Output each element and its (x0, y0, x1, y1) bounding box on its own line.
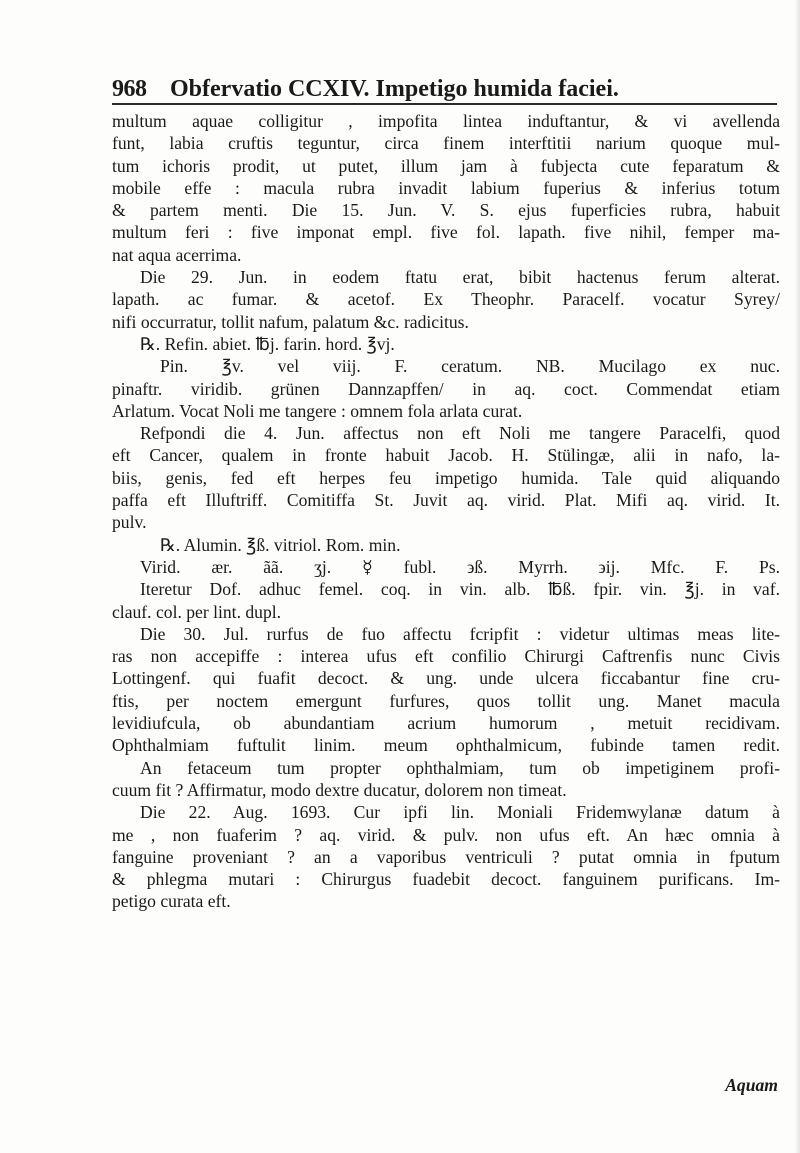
text-line: mobile effe : macula rubra invadit labium fuperius & inferius totum (112, 177, 780, 198)
text-line: levidiufcula, ob abundantiam acrium humorum , metuit recidivam. (112, 713, 780, 734)
text-line: tum ichoris prodit, ut putet, illum jam à fubjecta cute feparatum & (112, 155, 780, 176)
header-rule (112, 103, 777, 105)
text-line: lapath. ac fumar. & acetof. Ex Theophr. Paracelf. vocatur Syrey/ (112, 289, 780, 310)
page-edge (794, 0, 800, 1153)
page-number: 968 (112, 76, 147, 102)
text-line: & partem menti. Die 15. Jun. V. S. ejus fuperficies rubra, habuit (112, 200, 780, 221)
text-line: pinaftr. viridib. grünen Dannzapffen/ in aq. coct. Commendat etiam (112, 378, 780, 399)
text-line: ℞. Alumin. ℥ß. vitriol. Rom. min. (160, 534, 401, 555)
text-line: pulv. (112, 512, 147, 533)
text-line: Die 22. Aug. 1693. Cur ipfi lin. Moniali Fridemwylanæ datum à (140, 802, 780, 823)
text-line: Arlatum. Vocat Noli me tangere : omnem fola arlata curat. (112, 400, 523, 421)
text-line: me , non fuaferim ? aq. virid. & pulv. non ufus eft. An hæc omnia à (112, 824, 780, 845)
text-line: ℞. Refin. abiet. ℔j. farin. hord. ℥vj. (140, 333, 395, 354)
text-line: ras non accepiffe : interea ufus eft confilio Chirurgi Caftrenfis nunc Civis (112, 646, 780, 667)
text-line: & phlegma mutari : Chirurgus fuadebit decoct. fanguinem purificans. Im- (112, 869, 780, 890)
running-head: Obfervatio CCXIV. Impetigo humida faciei. (170, 76, 619, 102)
text-line: paffa eft Illuftriff. Comitiffa St. Juvit aq. virid. Plat. Mifi aq. virid. It. (112, 490, 780, 511)
catchword: Aquam (725, 1075, 778, 1095)
text-line: Refpondi die 4. Jun. affectus non eft Noli me tangere Paracelfi, quod (140, 423, 780, 444)
text-line: eft Cancer, qualem in fronte habuit Jacob. H. Stülingæ, alii in nafo, la- (112, 445, 780, 466)
body-text (112, 110, 780, 913)
text-line: Pin. ℥v. vel viij. F. ceratum. NB. Mucilago ex nuc. (160, 356, 780, 377)
text-line: ftis, per noctem emergunt furfures, quos tollit ung. Manet macula (112, 690, 780, 711)
text-line: Virid. ær. ãã. ʒj. ☿ fubl. ϶ß. Myrrh. ϶ij. Mfc. F. Ps. (140, 556, 780, 577)
text-line: Die 30. Jul. rurfus de fuo affectu fcripfit : videtur ultimas meas lite- (140, 623, 780, 644)
text-line: multum feri : five imponat empl. five fol. lapath. five nihil, femper ma- (112, 222, 780, 243)
text-line: petigo curata eft. (112, 891, 231, 912)
text-line: multum aquae colligitur , impofita lintea induftantur, & vi avellenda (112, 111, 780, 131)
text-line: nifi occurratur, tollit nafum, palatum &c. radicitus. (112, 311, 469, 332)
text-line: funt, labia cruftis teguntur, circa finem interftitii narium quoque mul- (112, 133, 780, 154)
text-line: nat aqua acerrima. (112, 244, 242, 265)
text-line: Iteretur Dof. adhuc femel. coq. in vin. alb. ℔ß. fpir. vin. ℥j. in vaf. (140, 579, 780, 600)
text-line: Die 29. Jun. in eodem ftatu erat, bibit hactenus ferum alterat. (140, 267, 780, 288)
text-line: cuum fit ? Affirmatur, modo dextre ducatur, dolorem non timeat. (112, 779, 567, 800)
text-line: fanguine proveniant ? an a vaporibus ventriculi ? putat omnia in fputum (112, 846, 780, 867)
text-line: Ophthalmiam fuftulit linim. meum ophthalmicum, fubinde tamen redit. (112, 735, 780, 756)
text-line: clauf. col. per lint. dupl. (112, 601, 282, 622)
text-line: An fetaceum tum propter ophthalmiam, tum ob impetiginem profi- (140, 757, 780, 778)
text-line: biis, genis, fed eft herpes feu impetigo humida. Tale quid aliquando (112, 467, 780, 488)
text-line: Lottingenf. qui fuafit decoct. & ung. unde ulcera ficcabantur fine cru- (112, 668, 780, 689)
